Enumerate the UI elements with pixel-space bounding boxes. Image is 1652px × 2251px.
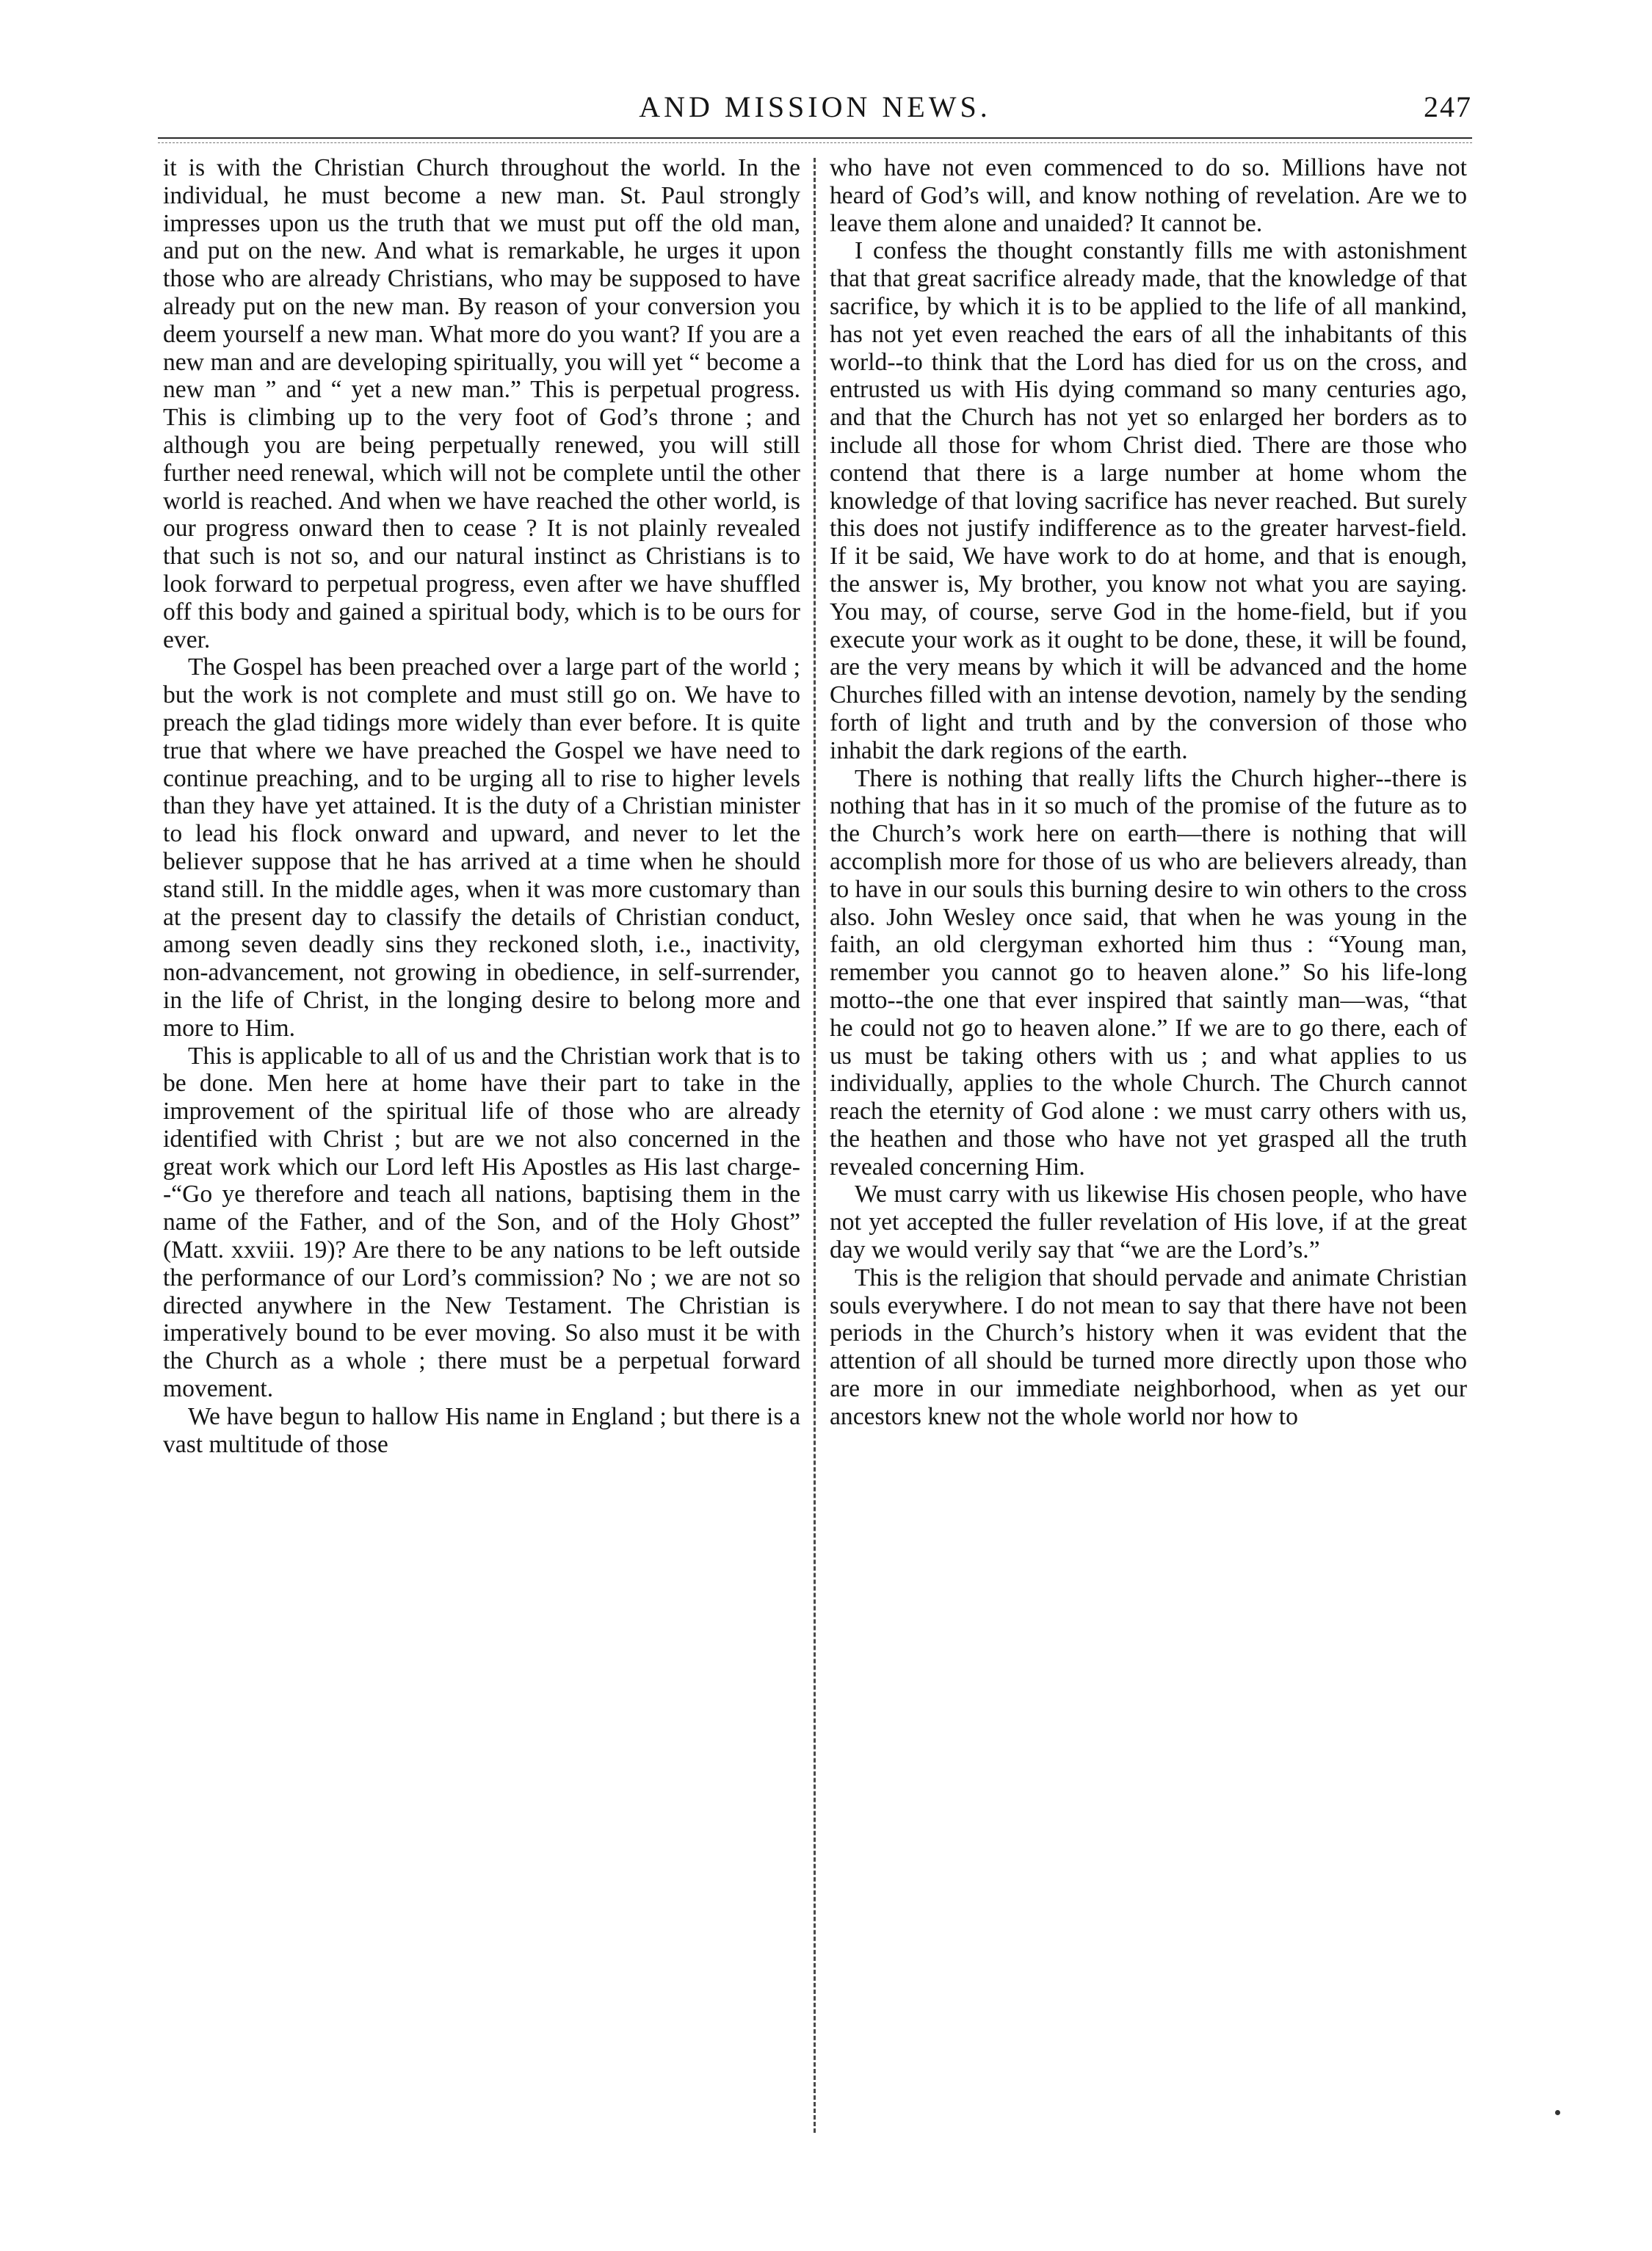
right-paragraph-3: There is nothing that really lifts the Church higher--there is nothing that has in it so much of the promise of the future as to the Church’s work here on earth—there is nothing that will accomplish more for those of us who are believers already, than to have in our souls this burning desire to win others to the cross also. John Wesley once said, that when he was young in the faith, an old clergyman exhorted him thus : “Young man, remember you cannot go to heaven alone.” So his life-long motto--the one that ever inspired that saintly man—was, “that he could not go to heaven alone.” If we are to go there, each of us must be taking others with us ; and what applies to us individually, applies to the whole Church. The Church cannot reach the eternity of God alone : we must carry others with us, the heathen and those who have not yet grasped all the truth revealed concerning Him. — [830, 764, 1467, 1181]
running-head: AND MISSION NEWS. — [639, 90, 991, 123]
page-header — [158, 87, 1472, 131]
right-paragraph-4: We must carry with us likewise His chosen people, who have not yet accepted the fuller revelation of His love, if at the great day we would verily say that “we are the Lord’s.” — [830, 1181, 1467, 1264]
right-paragraph-5: This is the religion that should pervade and animate Christian souls everywhere. I do not mean to say that there have not been periods in the Church’s history when it was evident that the attention of all should be turned more directly upon those who are more in our immediate neighborhood, when as yet our ancestors knew not the whole world nor how to — [830, 1264, 1467, 1430]
header-rule-dashed — [158, 142, 1472, 143]
left-paragraph-2: The Gospel has been preached over a large part of the world ; but the work is not complete and must still go on. We have to preach the glad tidings more widely than ever before. It is quite true that where we have preached the Gospel we have need to continue preaching, and to be urging all to rise to higher levels than they have yet attained. It is the duty of a Christian minister to lead his flock onward and upward, and never to let the believer suppose that he has arrived at a time when he should stand still. In the middle ages, when it was more customary than at the present day to classify the details of Christian conduct, among seven deadly sins they reckoned sloth, i.e., inactivity, non-advancement, not growing in obedience, in self-surrender, in the life of Christ, in the longing desire to belong more and more to Him. — [163, 653, 800, 1042]
left-column — [163, 154, 800, 2140]
right-paragraph-2: I confess the thought constantly fills me with astonishment that that great sacrifice already made, that the knowledge of that sacrifice, by which it is to be applied to the life of all mankind, has not yet even reached the ears of all the inhabitants of this world--to think that the Lord has died for us on the cross, and entrusted us with His dying command so many centuries ago, and that the Church has not yet so enlarged her borders as to include all those for whom Christ died. There are those who contend that there is a large number at home whom the knowledge of that loving sacrifice has never reached. But surely this does not justify indifference as to the greater harvest-field. If it be said, We have work to do at home, and that is enough, the answer is, My brother, you know not what you are saying. You may, of course, serve God in the home-field, but if you execute your work as it ought to be done, these, it will be found, are the very means by which it will be advanced and the home Churches filled with an intense devotion, namely by the sending forth of light and truth and by the conversion of those who inhabit the dark regions of the earth. — [830, 237, 1467, 764]
left-paragraph-3: This is applicable to all of us and the Christian work that is to be done. Men here at home have their part to take in the improvement of the spiritual life of those who are already identified with Christ ; but are we not also concerned in the great work which our Lord left His Apostles as His last charge--“Go ye therefore and teach all nations, baptising them in the name of the Father, and of the Son, and of the Holy Ghost” (Matt. xxviii. 19)? Are there to be any nations to be left outside the performance of our Lord’s commission? No ; we are not so directed anywhere in the New Testament. The Christian is imperatively bound to be ever moving. So also must it be with the Church as a whole ; there must be a perpetual forward movement. — [163, 1042, 800, 1403]
ink-speck — [1555, 2110, 1560, 2115]
right-column — [830, 154, 1467, 2140]
left-paragraph-1: it is with the Christian Church throughout the world. In the individual, he must become a new man. St. Paul strongly impresses upon us the truth that we must put off the old man, and put on the new. And what is remarkable, he urges it upon those who are already Christians, who may be supposed to have already put on the new man. By reason of your conversion you deem yourself a new man. What more do you want? If you are a new man and are developing spiritually, you will yet “ become a new man ” and “ yet a new man.” This is perpetual progress. This is climbing up to the very foot of God’s throne ; and although you are being perpetually renewed, you will still further need renewal, which will not be complete until the other world is reached. And when we have reached the other world, is our progress onward then to cease ? It is not plainly revealed that such is not so, and our natural instinct as Christians is to look forward to perpetual progress, even after we have shuffled off this body and gained a spiritual body, which is to be ours for ever. — [163, 154, 800, 653]
header-rule — [158, 137, 1472, 139]
page-number: 247 — [1424, 90, 1472, 123]
right-paragraph-1: who have not even commenced to do so. Millions have not heard of God’s will, and know nothing of revelation. Are we to leave them alone and unaided? It cannot be. — [830, 154, 1467, 237]
column-divider — [814, 158, 816, 2133]
left-paragraph-4: We have begun to hallow His name in England ; but there is a vast multitude of those — [163, 1402, 800, 1458]
